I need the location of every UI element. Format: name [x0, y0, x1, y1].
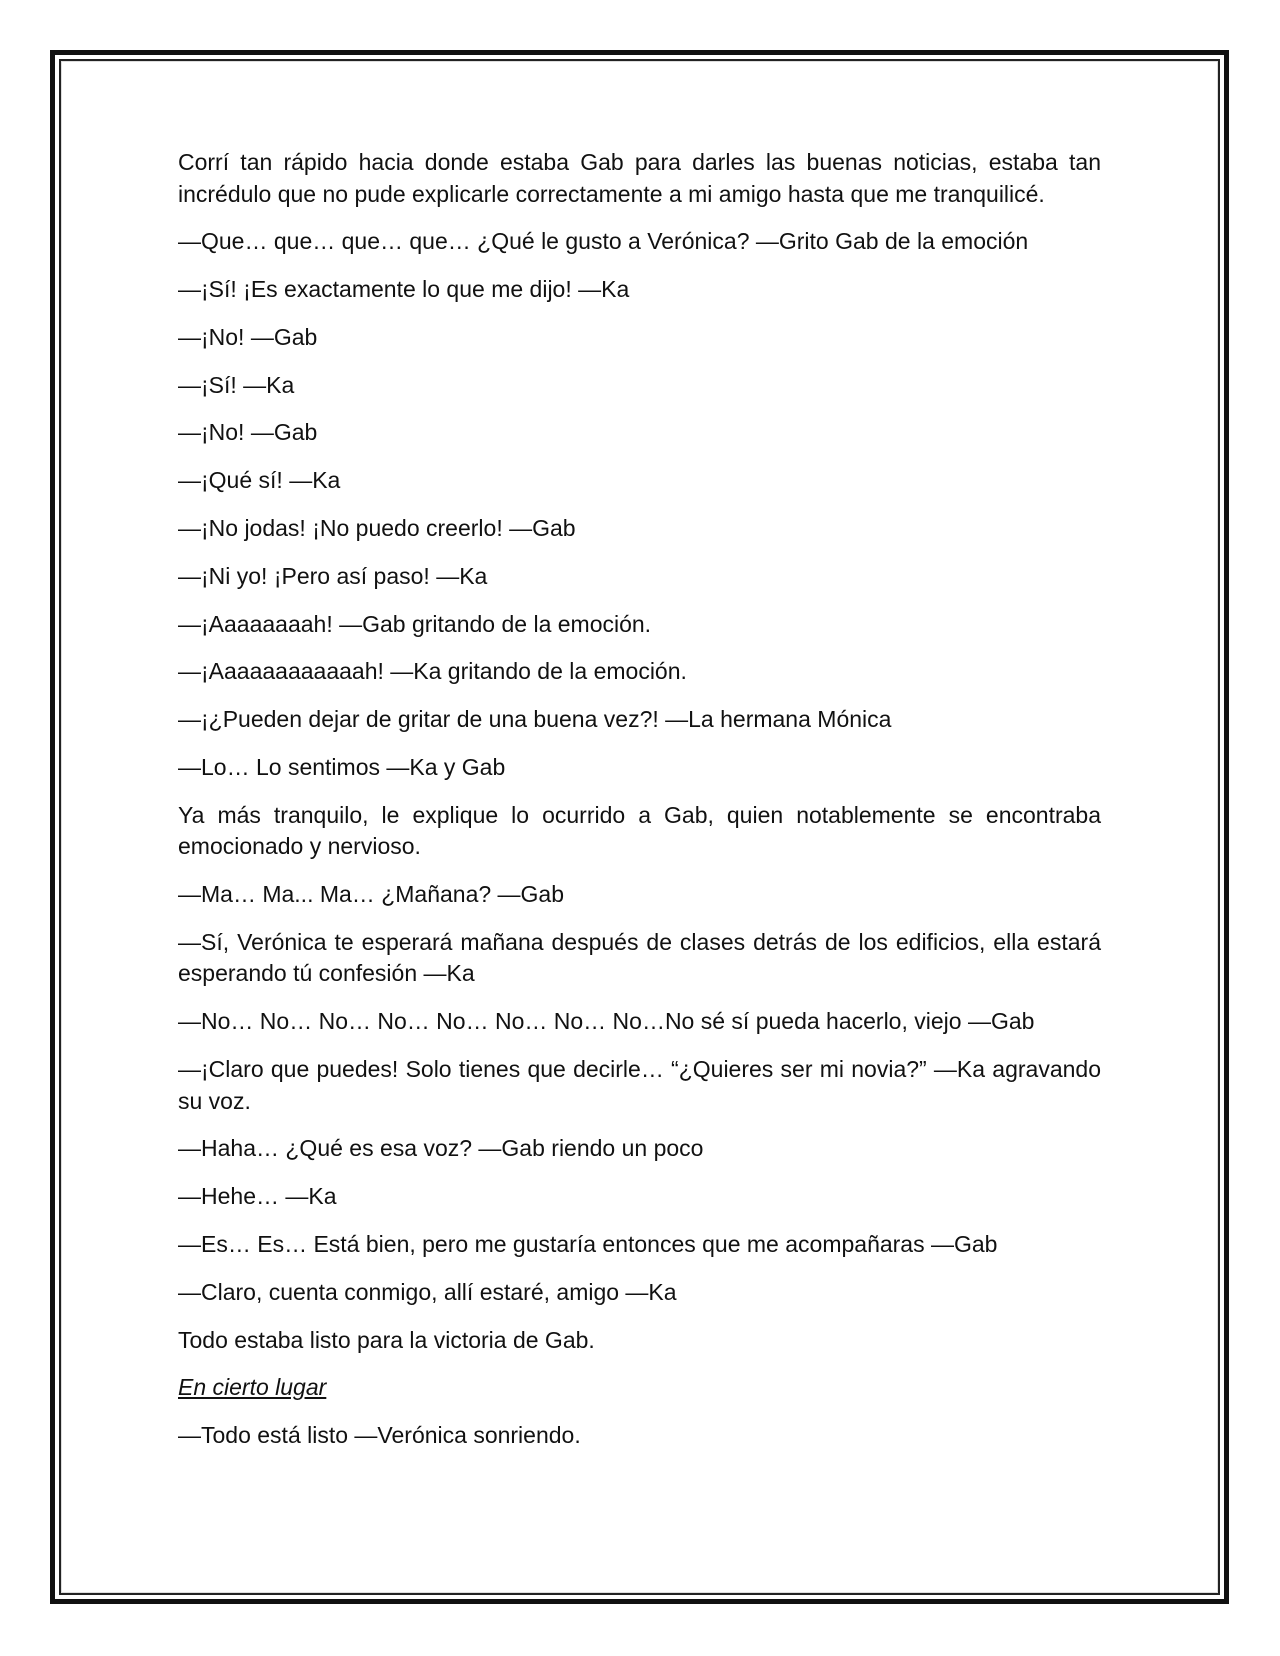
dialogue-line: —Ma… Ma... Ma… ¿Mañana? —Gab [178, 881, 565, 908]
paragraph: Todo estaba listo para la victoria de Gab. [178, 1326, 595, 1353]
dialogue-line: —Haha… ¿Qué es esa voz? —Gab riendo un poco [178, 1135, 704, 1162]
dialogue-line: —¡No jodas! ¡No puedo creerlo! —Gab [178, 515, 576, 542]
dialogue-line: —Hehe… —Ka [178, 1183, 337, 1210]
dialogue-line: —¡Qué sí! —Ka [178, 467, 341, 494]
dialogue-line: —No… No… No… No… No… No… No… No…No sé sí pueda hacerlo, viejo —Gab [178, 1008, 1035, 1035]
document-body [178, 147, 1101, 1468]
scene-heading [178, 1372, 1101, 1404]
dialogue-line: —Lo… Lo sentimos —Ka y Gab [178, 754, 506, 781]
dialogue-line: —¡No! —Gab [178, 419, 318, 446]
dialogue-line: —Claro, cuenta conmigo, allí estaré, amigo —Ka [178, 1278, 677, 1305]
dialogue-line: —¡Sí! —Ka [178, 371, 295, 398]
dialogue-line: —¡Aaaaaaaah! —Gab gritando de la emoción. [178, 610, 652, 637]
dialogue-line: —¡¿Pueden dejar de gritar de una buena vez?! —La hermana Mónica [178, 706, 892, 733]
dialogue-line: —Que… que… que… que… ¿Qué le gusto a Verónica? —Grito Gab de la emoción [178, 228, 1029, 255]
dialogue-line: —¡Claro que puedes! Solo tienes que decirle… “¿Quieres ser mi novia?” —Ka agravando su voz. [178, 1056, 1101, 1114]
dialogue-line: —Todo está listo —Verónica sonriendo. [178, 1422, 581, 1449]
dialogue-line: —¡Sí! ¡Es exactamente lo que me dijo! —Ka [178, 276, 630, 303]
paragraph: Ya más tranquilo, le explique lo ocurrido a Gab, quien notablemente se encontraba emocionado y nervioso. [178, 801, 1101, 860]
dialogue-line: —¡Ni yo! ¡Pero así paso! —Ka [178, 562, 488, 589]
dialogue-line: —¡Aaaaaaaaaaaah! —Ka gritando de la emoción. [178, 658, 687, 685]
dialogue-line: —Es… Es… Está bien, pero me gustaría entonces que me acompañaras —Gab [178, 1230, 998, 1257]
paragraph: Corrí tan rápido hacia donde estaba Gab para darles las buenas noticias, estaba tan incrédulo que no pude explicarle correctamente a mi amigo hasta que me tranquilicé. [178, 149, 1101, 207]
dialogue-line: —Sí, Verónica te esperará mañana después de clases detrás de los edificios, ella estará esperando tú confesión —Ka [178, 928, 1101, 987]
dialogue-line: —¡No! —Gab [178, 323, 318, 350]
scene-heading-text: En cierto lugar [178, 1374, 327, 1401]
